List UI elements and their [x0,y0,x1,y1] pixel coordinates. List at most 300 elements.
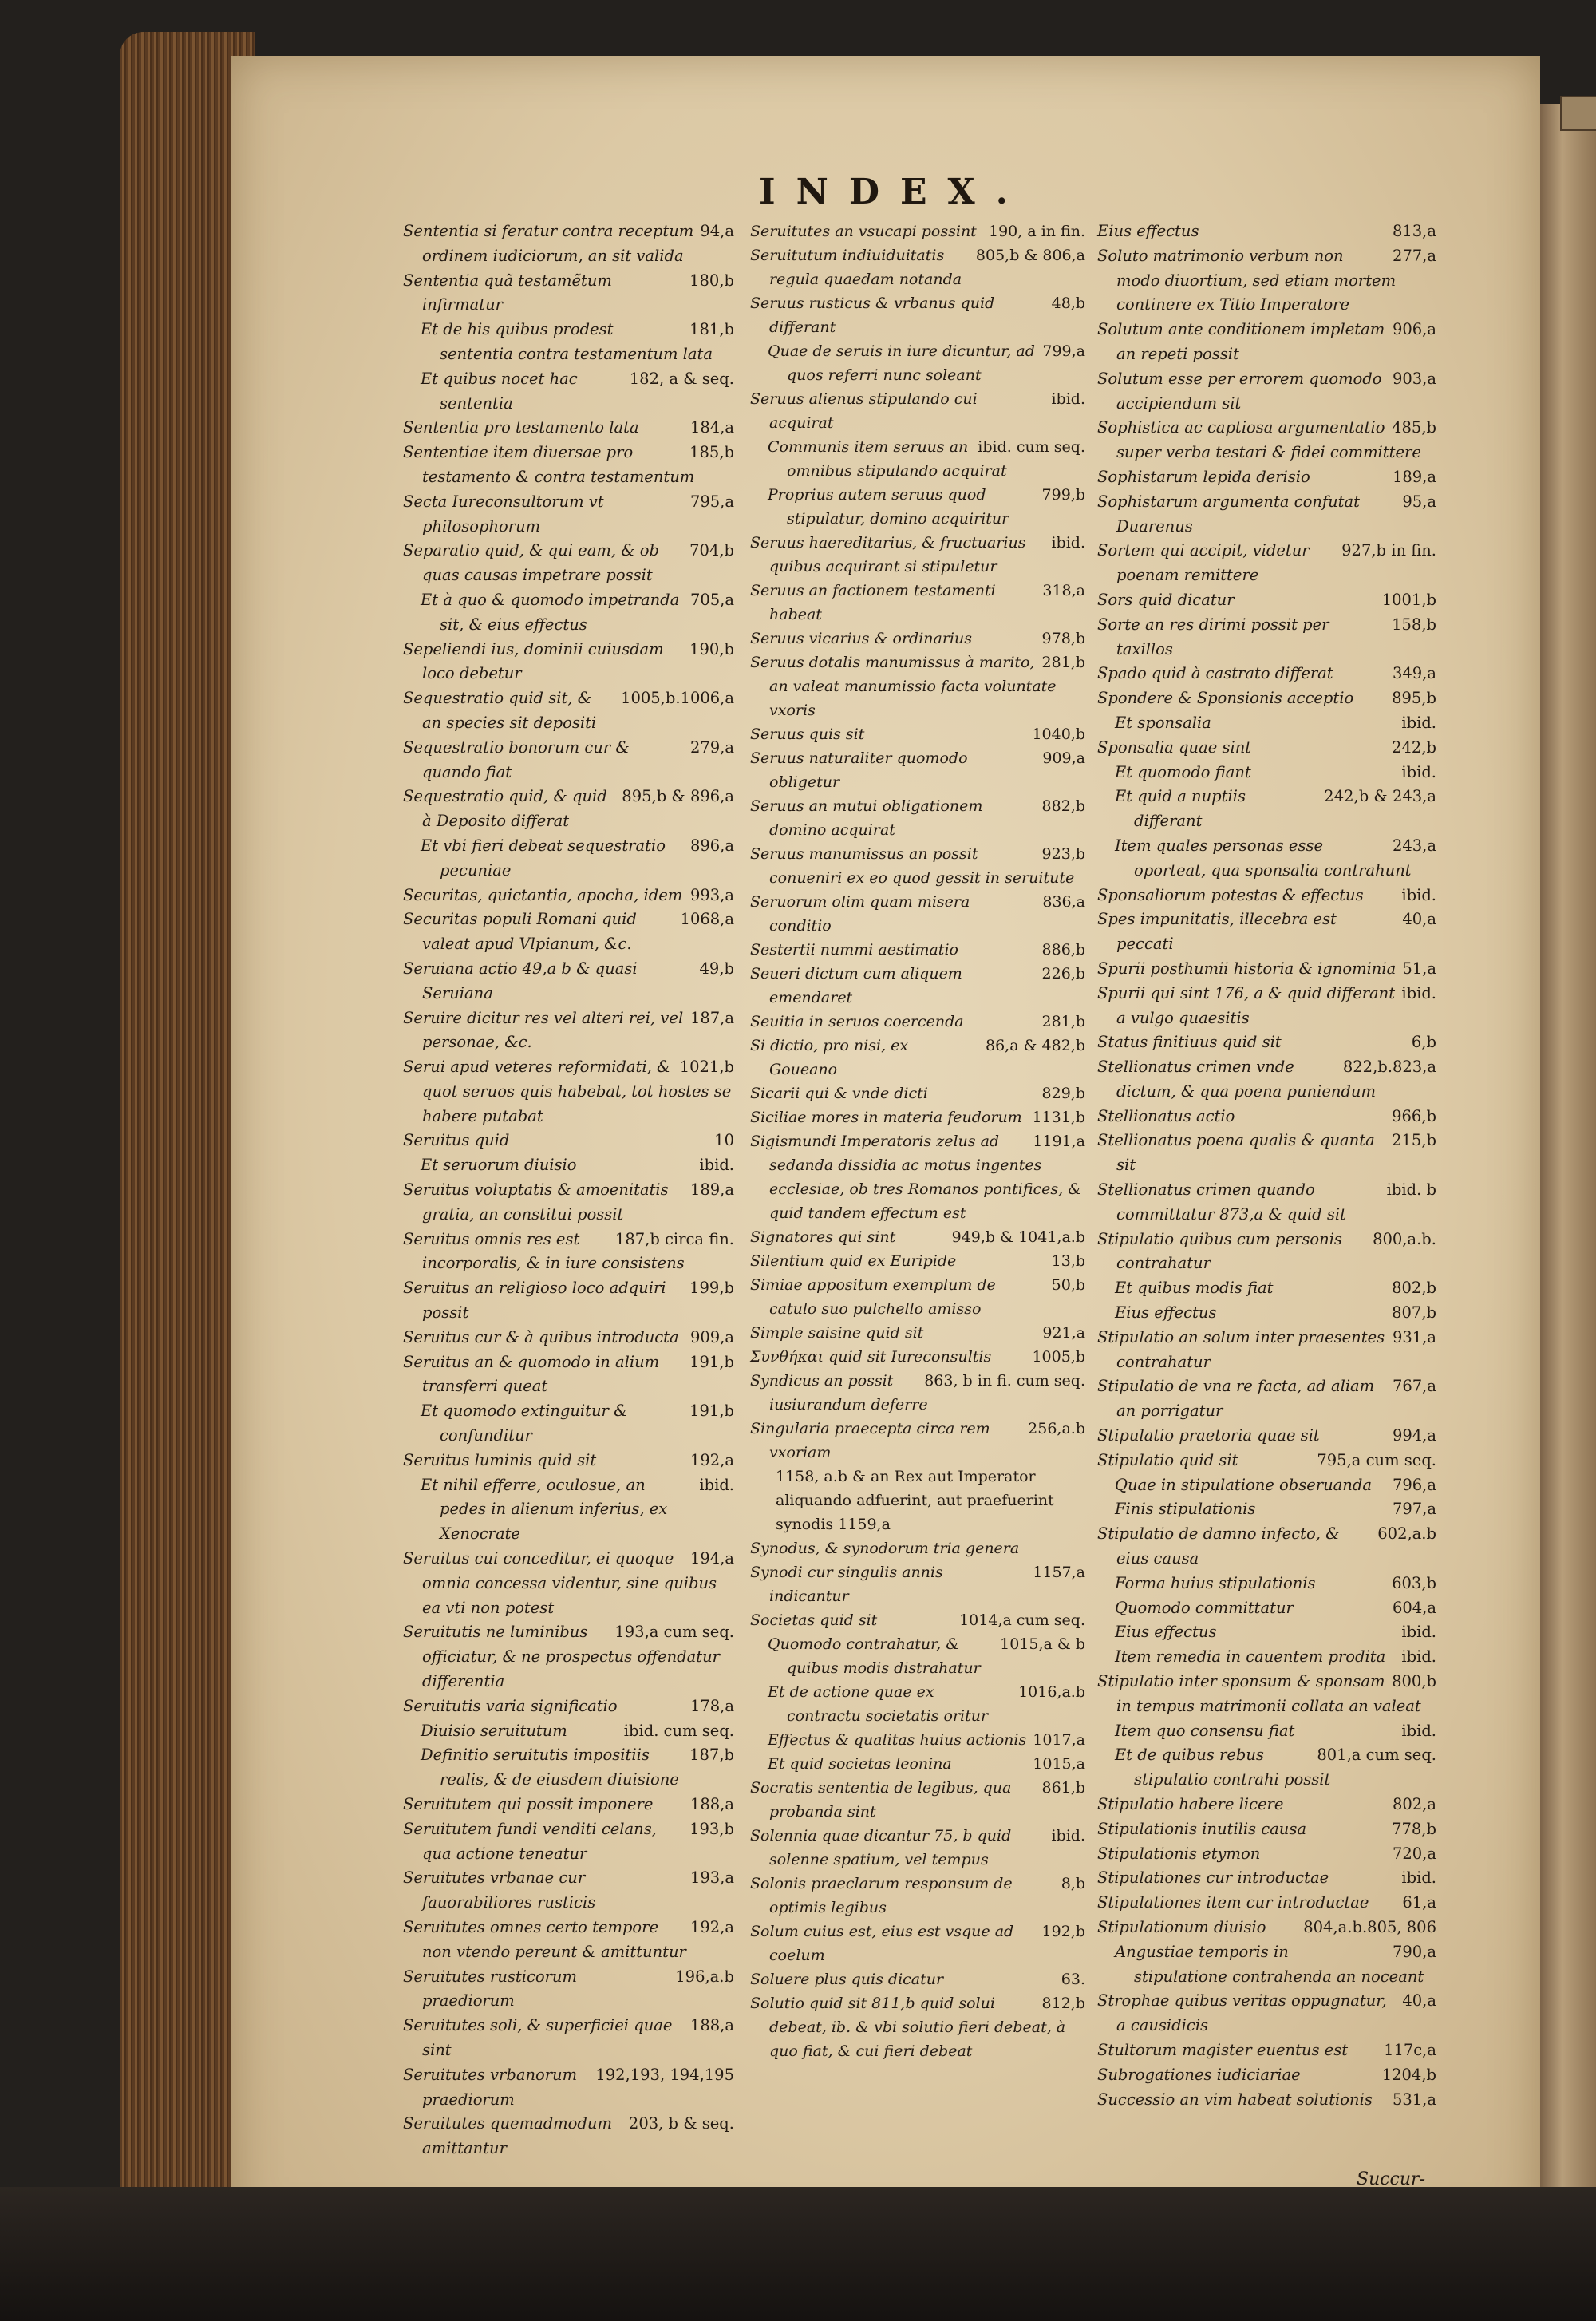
index-entry-text: Securitas, quictantia, apocha, idem [403,885,683,904]
index-entry-ref: 193,a cum seq. [614,1623,734,1642]
index-entry-ref: 1017,a [1033,1731,1085,1749]
index-entry-text: Stipulationum diuisio [1097,1917,1266,1936]
index-entry [403,1178,734,1228]
index-entry-ref: 215,b [1392,1131,1436,1150]
index-entry [403,441,734,490]
index-entry-text: Sententia pro testamento lata [403,418,639,437]
index-entry-ref: 281,b [1041,1013,1085,1030]
index-entry-text: Et de his quibus prodest sententia contra testamentum lata [421,320,713,363]
index-entry-text: Et quibus nocet hac sententia [421,369,578,413]
index-entry-text: Quae de seruis in iure dicuntur, ad quos referri nunc soleant [768,342,1035,384]
index-entry-text: Status finitiuus quid sit [1097,1033,1282,1052]
index-entry [1097,1326,1436,1375]
index-entry [403,1965,734,2015]
index-entry-text: Stellionatus actio [1097,1106,1235,1125]
index-entry [403,1276,734,1326]
index-entry-ref: 242,b [1392,737,1436,757]
index-entry-ref: 799,b [1041,486,1085,504]
index-entry [1097,1719,1436,1744]
index-entry-text: Diuisio seruitutum [421,1721,567,1740]
index-entry-ref: 604,a [1392,1598,1436,1617]
index-entry [750,339,1085,387]
index-entry [1097,318,1436,367]
index-entry-text: Et quomodo extinguitur & confunditur [421,1402,628,1445]
index-entry-ref: 188,a [689,1795,734,1813]
index-entry-ref: 1005,b.1006,a [621,689,734,708]
index-entry-text: Item remedia in cauentem prodita [1115,1647,1386,1667]
index-entry-text: Securitas populi Romani quid valeat apud Vlpianum, &c. [403,910,637,954]
index-entry-text: Si dictio, pro nisi, ex Goueano [750,1037,909,1078]
index-entry [750,650,1085,722]
index-entry-ref: 243,a [1392,836,1436,855]
index-entry [403,638,734,687]
index-entry-ref: 94,a [700,222,734,240]
index-entry-text: Seruitus cui conceditur, ei quoque omnia concessa videntur, sine quibus ea vti non potest [403,1549,717,1617]
index-entry-text: Item quo consensu fiat [1115,1721,1295,1740]
index-entry-text: Sorte an res dirimi possit per taxillos [1097,615,1329,658]
index-entry-ref: 193,a [689,1868,734,1888]
index-entry-text: Sophistica ac captiosa argumentatio super verba testari & fidei committere [1097,418,1421,462]
index-entry-ref: 994,a [1392,1426,1436,1445]
index-entry [1097,785,1436,834]
index-entry-text: Singularia praecepta circa rem vxoriam [750,1420,990,1461]
index-entry [403,1743,734,1793]
index-entry-text: Simple saisine quid sit [750,1324,924,1342]
index-entry [1097,1228,1436,1277]
index-entry-ref: 886,b [1041,941,1085,959]
index-entry-text: Seruus an factionem testamenti habeat [750,582,996,623]
index-entry-text: Solonis praeclarum responsum de optimis legibus [750,1875,1013,1916]
index-entry-text: Sequestratio quid sit, & an species sit depositi [403,689,597,732]
index-entry-ref: 277,a [1392,246,1436,265]
index-entry [750,1034,1085,1081]
index-entry-text: Quomodo committatur [1115,1598,1294,1617]
index-entry-text: Spurii posthumii historia & ignominia [1097,959,1396,978]
index-entry-ref: 349,a [1392,664,1436,683]
index-entry-text: Socratis sententia de legibus, qua probanda sint [750,1779,1012,1821]
index-entry-ref: 804,a.b.805, 806 [1303,1917,1436,1936]
index-entry-text: Seruus an mutui obligationem domino acquirat [750,797,983,839]
index-entry-text: Seruitutis ne luminibus officiatur, & ne prospectus offendatur differentia [403,1623,720,1691]
index-entry-text: Seruitus luminis quid sit [403,1450,597,1469]
index-entry [1097,1891,1436,1916]
index-entry-ref: 203, b & seq. [628,2114,734,2133]
index-entry-ref: 909,a [689,1327,734,1346]
index-entry [750,1417,1085,1465]
index-entry [1097,1522,1436,1572]
index-entry-ref: 978,b [1041,630,1085,647]
index-entry-text: Seruitutum indiuiduitatis regula quaedam notanda [750,247,962,288]
index-entry-ref: 812,b [1041,1995,1085,2012]
index-entry-text: Stipulationes cur introductae [1097,1868,1329,1888]
index-entry [750,435,1085,483]
index-entry-text: Eius effectus [1115,1303,1217,1323]
index-entry [403,416,734,441]
index-entry-ref: 923,b [1041,845,1085,863]
index-entry-ref: 1158, a.b & an Rex aut Imperator aliquando adfuerint, aut praefuerint synodis 1159,a [776,1468,1054,1533]
index-entry [1097,884,1436,908]
index-entry [403,1129,734,1153]
index-entry-text: Seruus manumissus an possit conueniri ex eo quod gessit in seruitute [750,845,1075,887]
index-entry-ref: 6,b [1411,1033,1436,1052]
index-entry-ref: 1204,b [1381,2065,1436,2084]
index-entry-text: Et de quibus rebus stipulatio contrahi possit [1115,1746,1331,1789]
index-entry [1097,736,1436,761]
index-entry-text: Soluere plus quis dicatur [750,1971,944,1988]
index-entry-ref: 40,a [1402,910,1436,929]
index-entry-ref: 931,a [1392,1327,1436,1346]
index-entry [1097,2088,1436,2113]
index-entry [403,834,734,884]
index-entry-text: Sicarii qui & vnde dicti [750,1085,928,1102]
index-entry [750,1632,1085,1680]
index-entry [750,1752,1085,1776]
index-entry [1097,982,1436,1031]
index-entry-text: Stellionatus crimen vnde dictum, & qua poena puniendum [1097,1058,1376,1101]
index-entry-ref: 50,b [1051,1276,1085,1294]
index-entry-ref: 993,a [689,885,734,904]
index-entry-ref: 192,a [689,1450,734,1469]
index-entry [1097,1129,1436,1178]
index-entry-ref: 199,b [689,1279,734,1298]
index-entry [1097,711,1436,736]
index-entry-text: Seruitus cur & à quibus introducta [403,1327,679,1346]
index-entry-ref: ibid. [1401,762,1436,781]
index-entry [1097,1178,1436,1228]
index-entry-ref: 603,b [1392,1573,1436,1592]
index-entry-ref: 51,a [1402,959,1436,978]
index-entry [750,1967,1085,1991]
index-entry-ref: 318,a [1042,582,1085,599]
index-entry [1097,1449,1436,1473]
index-entry-ref: 895,b & 896,a [622,787,734,806]
index-entry [1097,1497,1436,1522]
index-entry [750,627,1085,650]
index-entry [1097,1670,1436,1719]
index-entry [403,1326,734,1350]
index-column-2 [750,219,1085,2063]
clasp-strap [1560,96,1596,131]
index-entry [1097,1743,1436,1793]
index-entry-ref: 187,a [689,1008,734,1027]
index-entry-text: Et quid societas leonina [768,1755,952,1773]
index-entry-text: Sigismundi Imperatoris zelus ad sedanda dissidia ac motus ingentes ecclesiae, ob tres Romanos pontifices, & quid tandem effectum est [750,1133,1082,1222]
index-entry-text: Solutum esse per errorem quomodo accipiendum sit [1097,369,1382,413]
index-entry-text: Sponsaliorum potestas & effectus [1097,885,1364,904]
index-entry [1097,1572,1436,1596]
index-entry [1097,367,1436,417]
index-entry-text: Spes impunitatis, illecebra est peccati [1097,910,1337,954]
index-entry-text: Sestertii nummi aestimatio [750,941,958,959]
index-entry [403,219,734,269]
index-entry-ref: 966,b [1392,1106,1436,1125]
index-entry [1097,416,1436,465]
index-entry [750,1991,1085,2063]
index-entry-ref: 1157,a [1033,1564,1085,1581]
index-entry [1097,588,1436,613]
index-entry-text: Et seruorum diuisio [421,1156,577,1175]
index-entry-ref: 189,a [1392,467,1436,486]
binding-shadow [0,2187,1596,2321]
index-entry-ref: 192,b [1041,1923,1085,1940]
index-entry-text: Spado quid à castrato differat [1097,664,1333,683]
index-entry [750,243,1085,291]
index-entry [403,1006,734,1056]
index-entry-text: Et à quo & quomodo impetranda sit, & eius effectus [421,590,680,634]
index-entry-ref: 861,b [1041,1779,1085,1797]
index-entry-text: Subrogationes iudiciariae [1097,2065,1301,2084]
index-entry-text: Stipulatio habere licere [1097,1795,1284,1813]
index-entry-ref: ibid. [699,1156,734,1175]
index-entry-text: Sponsalia quae sint [1097,737,1252,757]
index-entry-ref: 188,a [689,2016,734,2035]
index-entry-ref: 805,b & 806,a [975,247,1085,264]
index-entry [750,387,1085,435]
index-entry-text: Seruitutem fundi venditi celans, qua actione teneatur [403,1819,657,1863]
index-entry-ref: 158,b [1392,615,1436,634]
index-entry-text: Seruitutes soli, & superficiei quae sint [403,2016,673,2059]
index-entry-ref: 795,a [689,492,734,511]
index-entry-text: Et sponsalia [1115,713,1211,732]
index-entry [750,1608,1085,1632]
index-entry-ref: 720,a [1392,1844,1436,1863]
index-entry-text: Angustiae temporis in stipulatione contrahenda an noceant [1115,1942,1424,1986]
index-entry-text: Secta Iureconsultorum vt philosophorum [403,492,604,536]
index-entry-ref: ibid. [1401,1647,1436,1667]
index-entry [1097,1424,1436,1449]
index-entry [1097,613,1436,662]
index-entry-text: Stipulationes item cur introductae [1097,1893,1369,1912]
index-entry-ref: 767,a [1392,1377,1436,1396]
index-entry-ref: 1021,b [679,1058,734,1077]
index-entry-ref: 194,a [689,1549,734,1568]
index-entry [1097,1793,1436,1817]
index-entry [1097,219,1436,244]
index-entry-ref: 882,b [1041,797,1085,815]
index-entry-ref: 49,b [699,959,734,978]
index-entry [403,539,734,588]
index-entry-text: Forma huius stipulationis [1115,1573,1316,1592]
index-entry-text: Definitio seruitutis impositiis realis, & de eiusdem diuisione [421,1746,679,1789]
index-entry-text: Stellionatus crimen quando committatur 873,a & quid sit [1097,1180,1346,1224]
index-entry-text: Stipulatio de vna re facta, ad aliam an porrigatur [1097,1377,1375,1421]
index-entry-text: Solennia quae dicantur 75, b quid solenne spatium, vel tempus [750,1827,1012,1868]
index-entry [1097,907,1436,957]
index-entry-ref: 836,a [1042,893,1085,911]
index-entry-text: Seruitutes an vsucapi possint [750,223,977,240]
index-entry [750,1776,1085,1824]
index-entry-text: Synodus, & synodorum tria genera [750,1540,1020,1557]
index-entry-text: Sors quid dicatur [1097,590,1235,609]
index-entry-ref: 602,a.b [1377,1524,1436,1544]
index-entry [750,1225,1085,1249]
index-entry-text: Et quomodo fiant [1115,762,1251,781]
index-entry [403,1055,734,1129]
index-entry-ref: 799,a [1042,342,1085,360]
index-entry-ref: ibid. [1051,534,1085,552]
index-entry [1097,1940,1436,1990]
index-entry-text: Seruitus quid [403,1131,510,1150]
index-entry-text: Seruitutes omnes certo tempore non vtendo pereunt & amittuntur [403,1917,686,1961]
index-entry-ref: ibid. [1401,983,1436,1002]
index-entry [750,1081,1085,1105]
index-entry-text: Successio an vim habeat solutionis [1097,2090,1373,2109]
index-entry-ref: 1040,b [1032,726,1085,743]
index-entry-text: Seruitus an religioso loco adquiri possit [403,1279,666,1323]
index-entry-ref: ibid. [1051,390,1085,408]
index-entry [750,1560,1085,1608]
index-entry-text: Spondere & Sponsionis acceptio [1097,689,1354,708]
index-entry [750,842,1085,890]
index-entry-text: Silentium quid ex Euripide [750,1252,957,1270]
index-entry-text: Siciliae mores in materia feudorum [750,1109,1022,1126]
index-entry [750,794,1085,842]
index-entry-text: Seruitus voluptatis & amoenitatis gratia, an constitui possit [403,1180,669,1224]
index-entry-ref: 921,a [1042,1324,1085,1342]
index-entry-ref: 184,a [689,418,734,437]
index-entry-text: Seruitutes vrbanorum praediorum [403,2065,578,2109]
index-entry [750,746,1085,794]
index-entry-text: Συνθήκαι quid sit Iureconsultis [750,1348,992,1366]
index-entry [403,1449,734,1473]
index-entry-ref: 909,a [1042,749,1085,767]
index-entry-ref: 226,b [1041,965,1085,983]
index-entry [1097,1055,1436,1105]
index-entry-ref: 778,b [1392,1819,1436,1838]
index-entry-text: Seruitus an & quomodo in alium transferri queat [403,1352,660,1396]
index-entry [1097,1374,1436,1424]
index-entry-ref: 181,b [689,320,734,339]
index-entry [403,1793,734,1817]
index-entry-ref: 191,b [689,1402,734,1421]
index-entry-ref: 906,a [1392,320,1436,339]
index-entry [1097,1030,1436,1055]
index-entry-text: Seueri dictum cum aliquem emendaret [750,965,962,1006]
index-entry-ref: 190, a in fin. [988,223,1085,240]
index-entry-text: Et vbi fieri debeat sequestratio pecuniae [421,836,666,880]
index-entry-text: Strophae quibus veritas oppugnatur, a causidicis [1097,1991,1387,2035]
index-entry-ref: 13,b [1051,1252,1085,1270]
index-entry [403,1694,734,1719]
index-entry-ref: 1014,a cum seq. [959,1611,1085,1629]
index-entry-text: Stipulatio quid sit [1097,1450,1238,1469]
index-entry-text: Stipulatio praetoria quae sit [1097,1426,1320,1445]
index-entry [1097,2038,1436,2063]
index-entry [1097,686,1436,711]
index-entry-text: Quae in stipulatione obseruanda [1115,1475,1372,1494]
index-entry-text: Syndicus an possit iusiurandum deferre [750,1372,928,1414]
index-entry-text: Solutum ante conditionem impletam an repeti possit [1097,320,1385,363]
index-entry [750,962,1085,1010]
index-entry-text: Stipulationis etymon [1097,1844,1261,1863]
index-entry-text: Seruus dotalis manumissus à marito, an valeat manumissio facta voluntate vxoris [750,654,1057,719]
index-entry-ref: 182, a & seq. [629,369,734,388]
index-entry [403,1620,734,1694]
index-entry-ref: 1015,a & b [1000,1635,1085,1653]
index-entry-ref: 704,b [689,541,734,560]
index-entry [403,588,734,638]
index-entry-text: Separatio quid, & qui eam, & ob quas causas impetrare possit [403,541,659,585]
index-entry-ref: 117c,a [1384,2040,1436,2059]
index-entry-text: Communis item seruus an omnibus stipulando acquirat [768,438,1007,480]
index-entry-ref: 705,a [689,590,734,609]
index-entry [1097,1596,1436,1621]
index-entry-ref: 903,a [1392,369,1436,388]
index-entry-ref: 189,a [689,1180,734,1200]
index-entry [403,785,734,834]
index-entry-ref: 531,a [1392,2090,1436,2109]
index-entry-text: Stipulatio inter sponsum & sponsam in tempus matrimonii collata an valeat [1097,1672,1421,1715]
index-entry-text: Proprius autem seruus quod stipulatur, domino acquiritur [768,486,1009,528]
index-entry-text: Seruus quis sit [750,726,865,743]
index-entry [403,686,734,736]
index-entry-text: Seruitutes rusticorum praediorum [403,1967,577,2011]
index-column-1 [403,219,734,2161]
index-entry-ref: 790,a [1392,1942,1436,1961]
index-entry-ref: 256,a.b [1028,1420,1085,1437]
index-entry-text: Seruiana actio 49,a b & quasi Seruiana [403,959,638,1002]
index-entry-text: Seruus naturaliter quomodo obligetur [750,749,968,791]
index-entry-ref: 281,b [1041,654,1085,671]
index-entry [1097,1620,1436,1645]
index-entry-text: Solum cuius est, eius est vsque ad coelum [750,1923,1014,1964]
index-entry-text: Et de actione quae ex contractu societatis oritur [768,1683,989,1725]
index-entry [403,269,734,318]
index-entry [1097,539,1436,588]
index-entry [403,1399,734,1449]
index-entry-text: Sequestratio quid, & quid à Deposito differat [403,787,607,831]
index-entry [1097,662,1436,686]
index-entry [750,1129,1085,1225]
index-entry-text: Seruitutem qui possit imponere [403,1795,654,1813]
index-entry-ref: 1001,b [1381,590,1436,609]
index-entry-text: Simiae appositum exemplum de catulo suo pulchello amisso [750,1276,996,1318]
index-entry [750,1680,1085,1728]
index-entry-ref: 800,b [1392,1672,1436,1691]
index-entry-ref: ibid. cum seq. [978,438,1085,456]
index-entry [750,291,1085,339]
index-entry-ref: 1068,a [680,910,734,929]
index-entry-text: Seruitutes quemadmodum amittantur [403,2114,612,2158]
index-entry-text: Item quales personas esse oporteat, qua sponsalia contrahunt [1115,836,1412,880]
index-entry-text: Seruus rusticus & vrbanus quid differant [750,295,995,336]
index-entry-ref: ibid. [1401,1623,1436,1642]
index-entry [1097,244,1436,318]
index-entry-text: Eius effectus [1115,1623,1217,1642]
index-entry-ref: 10 [714,1131,734,1150]
index-entry-ref: 813,a [1392,222,1436,240]
index-entry-ref: ibid. [699,1475,734,1494]
index-entry-ref: 193,b [689,1819,734,1838]
index-entry [750,1465,1085,1560]
index-entry [1097,1645,1436,1670]
index-entry-ref: 40,a [1402,1991,1436,2011]
index-entry [1097,761,1436,785]
index-entry-ref: 192,a [689,1917,734,1936]
page-title: INDEX. [759,172,1029,212]
index-entry-text: Quomodo contrahatur, & quibus modis distrahatur [768,1635,981,1677]
index-entry-text: Stipulatio quibus cum personis contrahatur [1097,1229,1342,1273]
index-entry-ref: 797,a [1392,1500,1436,1519]
index-entry [750,1105,1085,1129]
index-entry-text: Seruitutes vrbanae cur fauorabiliores rusticis [403,1868,596,1912]
index-entry [403,736,734,785]
index-entry [1097,1916,1436,1940]
index-entry-text: Seruorum olim quam misera conditio [750,893,970,935]
index-entry [1097,465,1436,490]
index-entry-text: Signatores qui sint [750,1228,896,1246]
index-entry-ref: 95,a [1402,492,1436,511]
